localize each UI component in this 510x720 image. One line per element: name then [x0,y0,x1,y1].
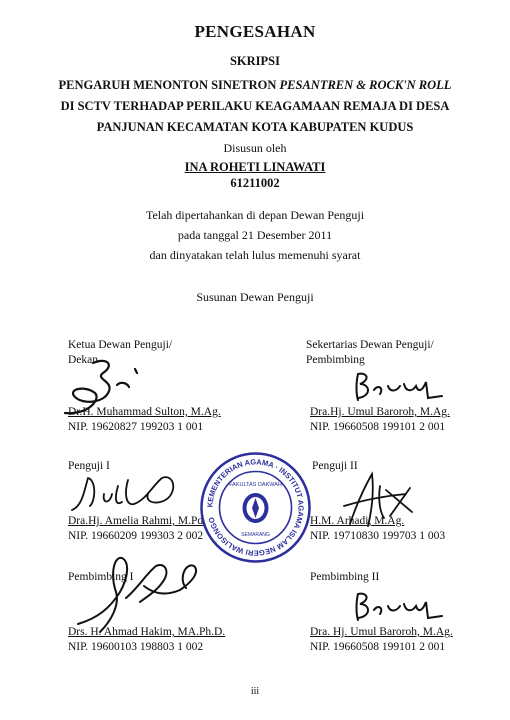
thesis-title-italic: PESANTREN & ROCK'N ROLL [279,78,452,92]
secretary-role-line-1: Sekertarias Dewan Penguji/ [306,339,434,351]
advisor1-signature [70,552,220,642]
examiner1-signature [62,470,192,522]
chair-nip: NIP. 19620827 199203 1 001 [68,421,204,433]
advisor1-nip: NIP. 19600103 198803 1 002 [68,641,204,653]
advisor2-signature [340,588,450,633]
secretary-role [306,338,434,368]
thesis-title-line-2: DI SCTV TERHADAP PERILAKU KEAGAMAAN REMAJA DI DESA [60,99,450,113]
advisor2-role: Pembimbing II [310,571,380,583]
advisor2-nip: NIP. 19660508 199101 2 001 [310,641,446,653]
author-nim: 61211002 [230,176,280,190]
stamp-ring-textpath: KEMENTERIAN AGAMA · INSTITUT AGAMA ISLAM NEGERI WALISONGO [205,457,306,558]
author-name: INA ROHETI LINAWATI [184,160,326,174]
ministry-emblem-icon [243,493,269,523]
examiner2-signature [320,466,430,536]
chair-role-line-2: Dekan [68,354,99,366]
advisor1-name: Drs. H. Ahmad Hakim, MA.Ph.D. [68,626,226,638]
examiner1-role: Penguji I [68,460,110,472]
secretary-role-line-2: Pembimbing [306,354,365,366]
examiner2-nip: NIP. 19710830 199703 1 003 [310,530,446,542]
defense-statement-line-1: Telah dipertahankan di depan Dewan Penguji [145,208,365,222]
stamp-city: SEMARANG [241,532,270,538]
secretary-nip: NIP. 19660508 199101 2 001 [310,421,446,433]
institution-stamp [198,450,313,565]
page-number: iii [250,686,260,697]
chair-role-line-1: Ketua Dewan Penguji/ [68,339,173,351]
examiner2-name: H.M. Arhadi, M.Ag. [310,515,405,527]
thesis-title-prefix: PENGARUH MENONTON SINETRON [58,78,280,92]
thesis-title-line-3: PANJUNAN KECAMATAN KOTA KABUPATEN KUDUS [96,120,414,134]
advisor2-name: Dra. Hj. Umul Baroroh, M.Ag. [310,626,453,638]
examiner1-nip: NIP. 19660209 199303 2 002 [68,530,204,542]
chair-signature [55,355,165,425]
secretary-signature [340,368,450,413]
examiner2-role: Penguji II [312,460,358,472]
defense-statement-line-3: dan dinyatakan telah lulus memenuhi syarat [149,248,361,262]
thesis-title-line-1 [0,78,510,93]
page-title: PENGESAHAN [194,22,316,41]
prepared-by-label: Disusun oleh [223,141,287,155]
chair-name: Dr.H. Muhammad Sulton, M.Ag. [68,406,221,418]
defense-statement-line-2: pada tanggal 21 Desember 2011 [177,228,333,242]
board-heading: Susunan Dewan Penguji [196,290,314,304]
document-type: SKRIPSI [229,54,281,68]
advisor1-role: Pembimbing I [68,571,134,583]
secretary-name: Dra.Hj. Umul Baroroh, M.Ag. [310,406,450,418]
stamp-faculty: FAKULTAS DAKWAH [229,482,282,488]
examiner1-name: Dra.Hj. Amelia Rahmi, M.Pd. [68,515,206,527]
